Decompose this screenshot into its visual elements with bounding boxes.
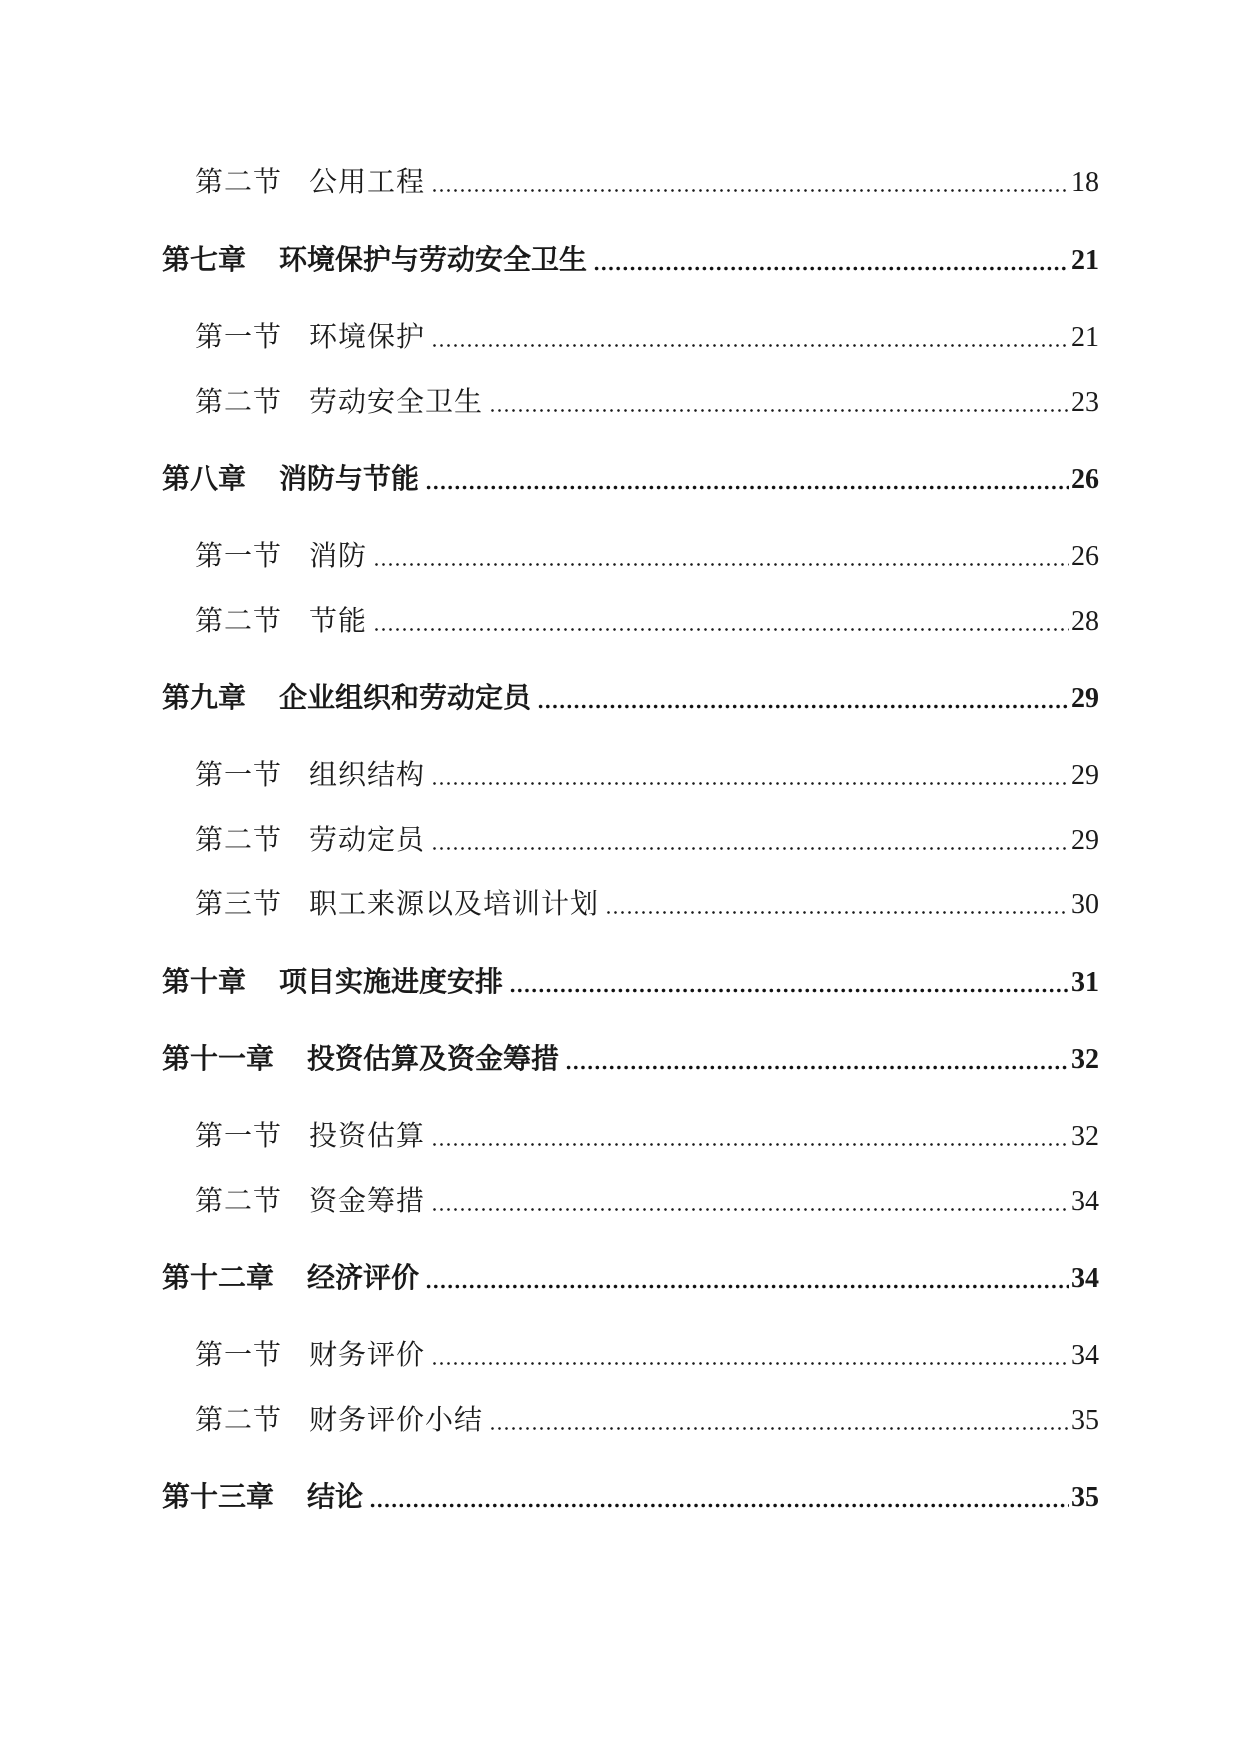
toc-entry-number: 第二节 — [195, 825, 283, 856]
toc-entry-number: 第一节 — [195, 1340, 283, 1371]
toc-entry-number: 第一节 — [195, 1121, 283, 1152]
toc-entry-number: 第三节 — [195, 889, 283, 920]
toc-entry[interactable] — [162, 1256, 1099, 1296]
dot-leader — [489, 1422, 1069, 1432]
toc-entry-title: 结论 — [307, 1482, 364, 1513]
toc-entry-title: 财务评价小结 — [309, 1405, 484, 1436]
dot-leader — [431, 1138, 1069, 1148]
dot-leader — [431, 184, 1069, 194]
dot-leader — [537, 700, 1069, 710]
toc-entry-title: 劳动定员 — [309, 825, 426, 856]
toc-entry-title: 消防 — [309, 541, 368, 572]
dot-leader — [373, 558, 1069, 568]
toc-entry-title: 投资估算及资金筹措 — [307, 1044, 560, 1075]
toc-entry-page: 35 — [1071, 1405, 1099, 1436]
toc-entry-title: 公用工程 — [309, 167, 426, 198]
dot-leader — [509, 984, 1069, 994]
dot-leader — [605, 906, 1069, 916]
toc-entry-number: 第九章 — [162, 683, 247, 714]
dot-leader — [431, 339, 1069, 349]
toc-entry-number: 第十二章 — [162, 1263, 275, 1294]
toc-entry-title: 组织结构 — [309, 760, 426, 791]
dot-leader — [593, 262, 1069, 272]
toc-entry-page: 34 — [1071, 1186, 1099, 1217]
toc-entry-page: 32 — [1071, 1121, 1099, 1152]
toc-entry-page: 28 — [1071, 606, 1099, 637]
toc-entry-number: 第二节 — [195, 387, 283, 418]
toc-entry[interactable] — [195, 160, 1099, 200]
toc-entry-page: 35 — [1071, 1482, 1099, 1513]
toc-entry-page: 21 — [1071, 322, 1099, 353]
toc-entry-number: 第十章 — [162, 967, 247, 998]
toc-entry[interactable] — [162, 1475, 1099, 1515]
toc-entry-page: 29 — [1071, 825, 1099, 856]
toc-entry[interactable] — [195, 1333, 1099, 1373]
toc-entry-title: 职工来源以及培训计划 — [309, 889, 600, 920]
toc-entry-number: 第十三章 — [162, 1482, 275, 1513]
dot-leader — [373, 623, 1069, 633]
toc-entry[interactable] — [195, 1179, 1099, 1219]
dot-leader — [425, 1280, 1069, 1290]
toc-entry-page: 18 — [1071, 167, 1099, 198]
toc-entry[interactable] — [162, 960, 1099, 1000]
toc-entry-title: 资金筹措 — [309, 1186, 426, 1217]
dot-leader — [431, 1357, 1069, 1367]
toc-entry-title: 环境保护 — [309, 322, 426, 353]
toc-entry-title: 经济评价 — [307, 1263, 420, 1294]
toc-entry[interactable] — [195, 1114, 1099, 1154]
toc-entry-page: 34 — [1071, 1340, 1099, 1371]
toc-entry[interactable] — [195, 1398, 1099, 1438]
toc-entry-page: 31 — [1071, 967, 1099, 998]
dot-leader — [431, 842, 1069, 852]
dot-leader — [369, 1499, 1069, 1509]
toc-entry-title: 节能 — [309, 606, 368, 637]
dot-leader — [425, 481, 1069, 491]
toc-entry-page: 30 — [1071, 889, 1099, 920]
toc-entry-page: 26 — [1071, 464, 1099, 495]
dot-leader — [431, 1203, 1069, 1213]
toc-entry[interactable] — [195, 882, 1099, 922]
toc-entry[interactable] — [195, 315, 1099, 355]
toc-entry-page: 29 — [1071, 683, 1099, 714]
toc-entry-number: 第一节 — [195, 760, 283, 791]
toc-entry-number: 第八章 — [162, 464, 247, 495]
toc-entry-title: 项目实施进度安排 — [279, 967, 504, 998]
dot-leader — [565, 1061, 1069, 1071]
toc-entry-title: 消防与节能 — [279, 464, 420, 495]
toc-entry-number: 第二节 — [195, 167, 283, 198]
toc-entry[interactable] — [162, 676, 1099, 716]
toc-entry-page: 29 — [1071, 760, 1099, 791]
toc-entry-number: 第二节 — [195, 1186, 283, 1217]
toc-entry-title: 财务评价 — [309, 1340, 426, 1371]
toc-entry-page: 26 — [1071, 541, 1099, 572]
toc-entry-number: 第一节 — [195, 541, 283, 572]
toc-entry[interactable] — [195, 818, 1099, 858]
toc-entry-page: 32 — [1071, 1044, 1099, 1075]
toc-entry[interactable] — [195, 534, 1099, 574]
toc-entry[interactable] — [195, 380, 1099, 420]
toc-entry[interactable] — [195, 753, 1099, 793]
toc-entry-number: 第二节 — [195, 606, 283, 637]
toc-entry-number: 第十一章 — [162, 1044, 275, 1075]
toc-entry-number: 第一节 — [195, 322, 283, 353]
toc-entry-title: 劳动安全卫生 — [309, 387, 484, 418]
toc-entry[interactable] — [162, 238, 1099, 278]
toc-entry-title: 投资估算 — [309, 1121, 426, 1152]
toc-entry-number: 第二节 — [195, 1405, 283, 1436]
toc-entry-page: 34 — [1071, 1263, 1099, 1294]
toc-entry-page: 23 — [1071, 387, 1099, 418]
dot-leader — [489, 404, 1069, 414]
toc-entry-number: 第七章 — [162, 245, 247, 276]
toc-entry-title: 企业组织和劳动定员 — [279, 683, 532, 714]
toc-entry[interactable] — [195, 599, 1099, 639]
toc-entry-title: 环境保护与劳动安全卫生 — [279, 245, 588, 276]
toc-entry-page: 21 — [1071, 245, 1099, 276]
dot-leader — [431, 777, 1069, 787]
toc-entry[interactable] — [162, 457, 1099, 497]
toc-entry[interactable] — [162, 1037, 1099, 1077]
